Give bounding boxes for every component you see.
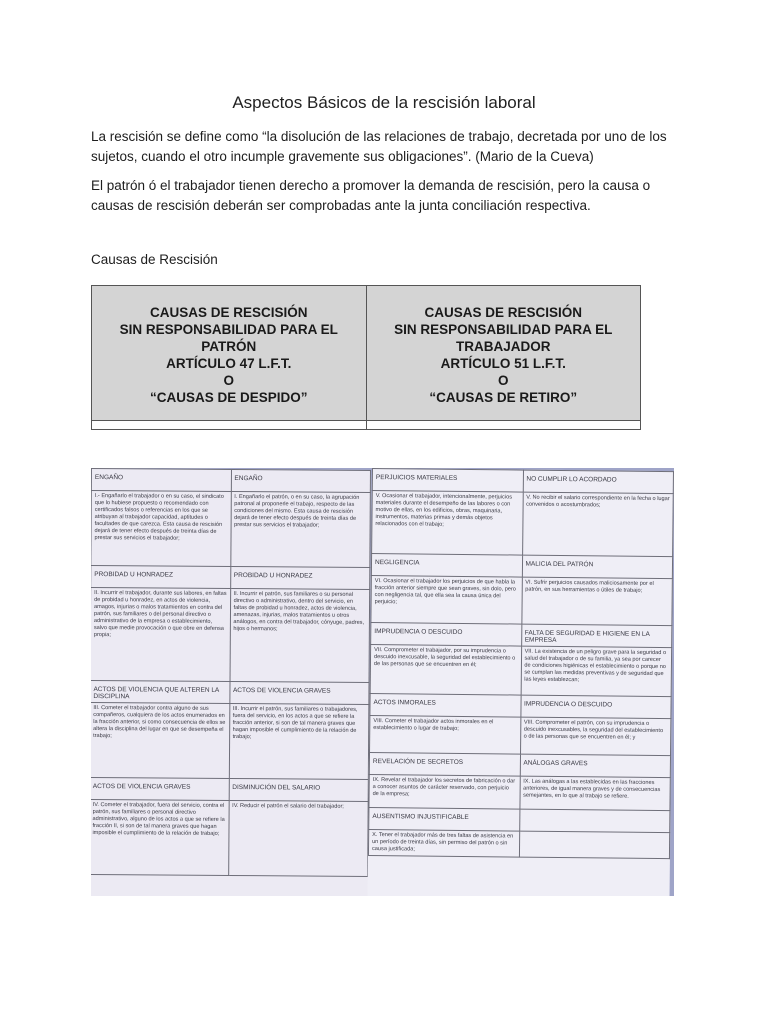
header-line: PATRÓN [201,339,257,354]
scan-heading-row [369,807,670,832]
scan-heading-row [371,554,672,579]
scan-heading-row [91,469,370,493]
scan-heading-row [369,752,670,777]
scan-cause-heading: ACTOS INMORALES [370,693,521,717]
scan-cause-text: VII. Comprometer el trabajador, por su imprudencia o descuido inexcusable, la seguridad del establecimiento o de las personas que se encuentren en él; [370,644,521,695]
scan-cause-text: V. Ocasionar el trabajador, intencionalmente, perjuicios materiales durante el desempeño de las labores o con motivo de ellas, en los edificios, obras, maquinaria, instrumentos, materias primas y demás objetos relacionados con el trabajo; [372,491,523,556]
table-empty-cell [92,421,367,430]
header-line: TRABAJADOR [456,339,551,354]
scan-cause-heading: ACTOS DE VIOLENCIA GRAVES [229,681,369,704]
scan-cause-text: III. Incurrir el patrón, sus familiares o trabajadores, fuera del servicio, en los actos a que se refiere la fracción anterior, si son de tal manera graves que hagan imposible el cumplimiento de la relación de trabajo; [229,703,369,779]
worker-causes-header [366,286,641,421]
header-line: “CAUSAS DE RETIRO” [429,390,578,405]
header-line: O [223,373,234,388]
document-title: Aspectos Básicos de la rescisión laboral [232,93,536,112]
scan-cause-heading: REVELACIÓN DE SECRETOS [369,752,520,776]
scan-cause-text: VI. Ocasionar el trabajador los perjuicios de que habla la fracción anterior siempre que sean graves, sin dolo, pero con negligencia tal, que ella sea la causa única del perjuicio; [371,575,522,624]
scan-sheet-left [91,468,371,896]
scan-cause-heading: ENGAÑO [231,469,371,492]
scan-grid-left [91,468,371,877]
employer-causes-header [92,286,367,421]
scan-cause-heading: DISMINUCIÓN DEL SALARIO [229,778,369,801]
scan-cause-heading: NEGLIGENCIA [371,554,522,578]
scan-cause-text: I. Engañarlo el patrón, o en su caso, la agrupación patronal al proponerle el trabajo, respecto de las condiciones del mismo. Esta causa de rescisión dejará de tener efecto después de treinta días de prestar sus servicios el trabajador; [230,491,370,567]
scan-grid-right [368,468,674,859]
scan-heading-row [91,777,368,801]
scan-text-row [91,799,368,876]
scan-text-row [91,588,370,683]
causes-comparison-table [91,285,641,430]
scan-heading-row [91,680,369,704]
scan-cause-heading: ANÁLOGAS GRAVES [520,754,671,778]
scan-cause-heading: FALTA DE SEGURIDAD E HIGIENE EN LA EMPRESA [521,624,672,648]
scan-cause-text: IX. Las análogas a las establecidas en las fracciones anteriores, de igual manera graves y de consecuencias semejantes, en lo que al trabajo se refiere. [519,776,670,811]
scan-heading-row [370,693,671,718]
header-line: CAUSAS DE RESCISIÓN [424,305,583,320]
scan-cause-text: V. No recibir el salario correspondiente en la fecha o lugar convenidos o acostumbrados; [522,492,673,557]
scan-heading-row [372,469,673,494]
scan-cause-heading: IMPRUDENCIA O DESCUIDO [371,622,522,646]
header-line: O [497,373,509,388]
scan-cause-text: III. Cometer el trabajador contra alguno de sus compañeros, cualquiera de los actos enumerados en la fracción anterior, si como consecuencia de ellos se altera la disciplina del lugar en que se desempeña el trabajo; [91,702,229,778]
scan-cause-text: II. Incurrir el patrón, sus familiares o su personal directivo o administrativo, dentro del servicio, en faltas de probidad u honradez, actos de violencia, amenazas, injurias, malos tratamientos u otros análogos, en contra del trabajador, cónyuge, padres, hijos o hermanos; [230,588,370,682]
scan-cause-text: VIII. Cometer el trabajador actos inmorales en el establecimiento o lugar de trabajo; [370,715,521,754]
scan-cause-text: II. Incurrir el trabajador, durante sus labores, en faltas de probidad u honradez, en actos de violencia, amagos, injurias o malos tratamientos en contra del patrón, sus familiares o del personal directivo o administrativo de la empresa o establecimiento, salvo que medie provocación o que obre en defensa propia; [91,588,230,682]
definition-paragraph: La rescisión se define como “la disolución de las relaciones de trabajo, decretada por uno de los sujetos, cuando el otro incumple gravemente sus obligaciones”. (Mario de la Cueva) [91,129,667,164]
scan-text-row [91,491,370,568]
scan-heading-row [371,622,672,647]
scan-cause-text: X. Tener el trabajador más de tres faltas de asistencia en un período de treinta días, sin permiso del patrón o sin causa justificada; [368,829,519,857]
scan-cause-heading: ENGAÑO [91,469,231,492]
scan-cause-heading: PROBIDAD U HONRADEZ [91,566,230,589]
header-line: SIN RESPONSABILIDAD PARA EL [394,322,613,337]
scan-text-row [371,575,672,625]
scan-text-row [369,774,670,810]
scan-cause-text: VI. Sufrir perjuicios causados maliciosamente por el patrón, en sus herramientas o útiles de trabajo; [521,577,672,626]
scan-cause-heading [519,809,670,833]
scan-sheet-right [368,468,674,896]
scan-cause-text: I.- Engañarlo el trabajador o en su caso, el sindicato que lo hubiese propuesto o recomendado con certificados falsos o referencias en los que se atribuyan al trabajador capacidad, aptitudes o facultades de que carezca. Esta causa de rescisión dejará de tener efecto después de treinta días de prestar sus servicios el trabajador; [91,491,231,567]
scan-cause-text: VIII. Comprometer el patrón, con su imprudencia o descuido inexcusables, la seguridad del establecimiento o de las personas que se encuentren en él; y [520,717,671,756]
scan-text-row [91,702,369,779]
header-line: “CAUSAS DE DESPIDO” [149,390,308,405]
scan-cause-text: IV. Cometer el trabajador, fuera del servicio, contra el patrón, sus familiares o personal directivo administrativo, alguno de los actos a que se refiere la fracción II, si son de tal manera graves que hagan imposible el cumplimiento de la relación de trabajo; [91,799,229,875]
scan-heading-row [91,566,370,590]
scan-cause-heading: ACTOS DE VIOLENCIA GRAVES [91,777,229,800]
scan-cause-text: IX. Revelar el trabajador los secretos de fabricación o dar a conocer asuntos de carácter reservado, con perjuicio de la empresa; [369,774,520,809]
scan-cause-heading: PERJUICIOS MATERIALES [372,469,523,493]
causes-subheading: Causas de Rescisión [91,252,218,267]
scan-cause-heading: AUSENTISMO INJUSTIFICABLE [369,807,520,831]
scan-cause-heading: IMPRUDENCIA O DESCUIDO [520,695,671,719]
scan-cause-text: VII. La existencia de un peligro grave para la seguridad o salud del trabajador o de su familia, ya sea por carecer de condiciones higiénicas el establecimiento o porque no se cumplan las medidas preventivas y de seguridad que las leyes establezcan; [521,646,672,697]
scan-cause-heading: NO CUMPLIR LO ACORDADO [523,470,674,494]
scan-cause-heading: ACTOS DE VIOLENCIA QUE ALTEREN LA DISCIPLINA [91,680,230,703]
scan-text-row [372,491,674,557]
scan-cause-heading: PROBIDAD U HONRADEZ [230,566,370,589]
header-line: ARTÍCULO 47 L.F.T. [166,356,292,371]
header-line: ARTÍCULO 51 L.F.T. [440,356,566,371]
header-line: SIN RESPONSABILIDAD PARA EL [119,322,338,337]
scan-cause-text [519,831,670,859]
scan-cause-text: IV. Reducir el patrón el salario del trabajador; [228,800,368,876]
scan-text-row [368,829,669,858]
scan-cause-heading: MALICIA DEL PATRÓN [522,555,673,579]
header-line: CAUSAS DE RESCISIÓN [149,305,308,320]
scan-text-row [370,644,671,696]
scanned-table-photo [91,468,674,896]
rights-paragraph: El patrón ó el trabajador tienen derecho a promover la demanda de rescisión, pero la causa o causas de rescisión deberán ser comprobadas ante la junta conciliación respectiva. [91,178,651,213]
table-empty-cell [366,421,641,430]
scan-text-row [370,715,671,755]
